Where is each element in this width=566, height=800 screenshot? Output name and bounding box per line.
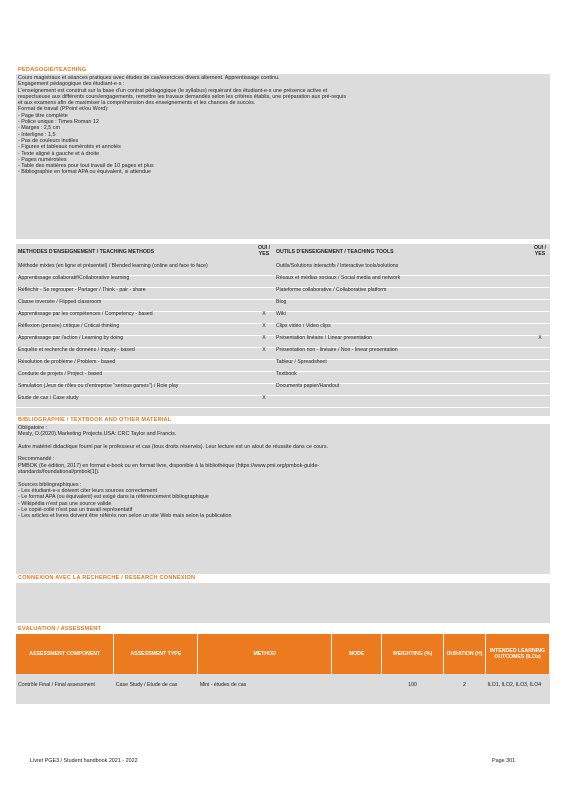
method-label: Résolution de problème / Problem - based <box>16 360 254 372</box>
methods-panel <box>16 244 550 416</box>
tool-label: Résaux et médias sociaux / Social media and network <box>274 276 530 288</box>
method-label: Apprentissage par l'action / Learning by doing <box>16 336 254 348</box>
evaluation-cell-ilos: ILO1, ILO2, ILO3, ILO4 <box>487 682 542 688</box>
method-yes-mark <box>254 372 274 384</box>
tool-yes-mark <box>530 372 550 384</box>
evaluation-table <box>16 634 550 696</box>
tool-label: Présentation linéaire / Linear presentation <box>274 336 530 348</box>
tool-yes-mark <box>530 312 550 324</box>
methods-row <box>16 336 550 348</box>
method-label: Enquête et recherche de données / Inquiry - based <box>16 348 254 360</box>
evaluation-cell-method: Mini - études de cas <box>199 682 247 688</box>
evaluation-cell-component: Contrôle Final / Final assessment <box>18 682 95 688</box>
tool-yes-mark <box>530 396 550 408</box>
evaluation-cell-mode <box>332 674 382 696</box>
bibliography-line: - Wikipédia n'est pas une source valide <box>18 500 112 507</box>
methods-row <box>16 300 550 312</box>
evaluation-cell-weighting: 100 <box>408 682 417 688</box>
evaluation-panel <box>16 634 550 704</box>
method-yes-mark: X <box>254 324 274 336</box>
bibliography-title: BIBLIOGRAPHIE / TEXTBOOK AND OTHER MATERIAL <box>18 417 172 423</box>
evaluation-column-header: ASSESSMENT TYPE <box>114 634 198 674</box>
method-label: Apprentissage par les compétences / Competency - based <box>16 312 254 324</box>
evaluation-column-header: ASSESSMENT COMPONENT <box>16 634 114 674</box>
method-label: Réfléchir - Se regrouper - Partager / Think - pair - share <box>16 288 254 300</box>
bibliography-line: standards/foundational/pmbok[1]). <box>18 469 100 476</box>
bibliography-line: Autre matériel didactique fourni par le professeur et cas (tous droits réservés). Leur lecture est un atout de réussite dans ce cours. <box>18 443 329 450</box>
bibliography-line: Recommandé : <box>18 456 55 463</box>
tool-yes-mark <box>530 276 550 288</box>
method-label: Apprentissage collaboratif/Collaborative learning <box>16 276 254 288</box>
methods-row <box>16 372 550 384</box>
pedagogy-line: Format de travail (PPoint et/ou Word): <box>18 106 109 113</box>
methods-row <box>16 276 550 288</box>
method-yes-mark <box>254 360 274 372</box>
evaluation-column-header: WEIGHTING (%) <box>382 634 444 674</box>
pedagogy-line: et aux examens afin de maximiser la compréhension des enseignements et les chances de succès. <box>18 100 256 107</box>
tool-label: Documents papier/Handout <box>274 384 530 396</box>
method-yes-mark: X <box>254 348 274 360</box>
evaluation-title: EVALUATION / ASSESSMENT <box>18 626 102 632</box>
methods-row <box>16 348 550 360</box>
method-yes-mark <box>254 300 274 312</box>
method-label: Réflexion (pensée) critique / Critical thinking <box>16 324 254 336</box>
methods-row <box>16 312 550 324</box>
pedagogy-line: - Interligne : 1,5 <box>18 131 56 138</box>
pedagogy-line: - Bibliographie en format APA ou équivalent, si attendue <box>18 169 151 176</box>
evaluation-cell-type: Case Study / Etude de cas <box>115 682 178 688</box>
tool-yes-mark <box>530 360 550 372</box>
methods-row <box>16 288 550 300</box>
tool-yes-mark <box>530 300 550 312</box>
pedagogy-line: - Marges : 2,5 cm <box>18 125 60 132</box>
bibliography-line: - Le copié-collé n'est pas un travail représentatif <box>18 506 133 513</box>
pedagogy-line: - Police unique : Times Roman 12 <box>18 119 99 126</box>
pedagogy-line: Cours magistraux et séances pratiques avec études de cas/exercices divers alternent. Apprentissage continu. <box>18 75 280 81</box>
bibliography-text <box>18 425 548 519</box>
evaluation-row <box>16 674 550 696</box>
tool-label: Blog <box>274 300 530 312</box>
research-panel <box>16 583 550 623</box>
methods-row <box>16 396 550 408</box>
pedagogy-title: PEDAGOGIE/TEACHING <box>18 67 87 73</box>
tool-label: Plateforme collaborative / Collaborative platform <box>274 288 530 300</box>
evaluation-column-header: INTENDED LEARNING OUTCOMES (ILOs) <box>485 634 549 674</box>
footer-handbook: Livret PGE3 / Student handbook 2021 - 2022 <box>30 758 138 764</box>
evaluation-column-header: DURATION (H) <box>444 634 486 674</box>
tool-yes-mark <box>530 384 550 396</box>
pedagogy-line: L'enseignement est construit sur la base d'un contrat pédagogique (le syllabus) requérant des étudiant-e-s une présence active et <box>18 87 328 94</box>
bibliography-panel <box>16 424 550 574</box>
method-yes-mark <box>254 384 274 396</box>
tool-label: Outils/Solutions interactifs / Interactive tools/solutions <box>274 264 530 276</box>
method-yes-mark: X <box>254 312 274 324</box>
tools-header: OUTILS D'ENSEIGNEMENT / TEACHING TOOLS <box>276 249 394 255</box>
evaluation-column-header: METHOD <box>198 634 332 674</box>
pedagogy-line: - Page titre complète <box>18 112 68 119</box>
pedagogy-text <box>18 75 548 176</box>
footer-page-number: Page 301 <box>492 758 516 764</box>
bibliography-line: Obligatoire : <box>18 425 48 431</box>
method-label: Conduite de projets / Project - based <box>16 372 254 384</box>
research-title: CONNEXION AVEC LA RECHERCHE / RESEARCH CONNEXION <box>18 575 196 581</box>
methods-row <box>16 264 550 276</box>
method-label: Méthode mixtes (en ligne et présentiel) / Blended learning (online and face to face) <box>16 264 254 276</box>
tool-yes-mark <box>530 348 550 360</box>
tool-label <box>274 396 530 408</box>
pedagogy-panel <box>16 74 550 239</box>
bibliography-line: - Les étudiant-e-s doivent citer leurs sources correctement <box>18 487 158 494</box>
pedagogy-line: - Texte aligné à gauche et à droite <box>18 150 100 157</box>
bibliography-line: - Le format APA (ou équivalent) est exigé dans la référencement bibliographique <box>18 494 209 501</box>
pedagogy-line: - Table des matières pour tout travail de 10 pages et plus <box>18 163 154 170</box>
method-yes-mark <box>254 264 274 276</box>
tool-yes-mark <box>530 324 550 336</box>
tools-yes-header: OUI / YES <box>533 245 547 257</box>
evaluation-column-header: MODE <box>332 634 382 674</box>
method-yes-mark <box>254 288 274 300</box>
tool-yes-mark <box>530 288 550 300</box>
method-yes-mark: X <box>254 336 274 348</box>
evaluation-cell-duration: 2 <box>463 682 466 688</box>
method-yes-mark: X <box>254 396 274 408</box>
methods-header: METHODES D'ENSEIGNEMENT / TEACHING METHODS <box>18 249 155 255</box>
method-label: Simulation (Jeux de rôles ou d'entreprise "serious games") / Role play <box>16 384 254 396</box>
bibliography-line: Sources bibliographiques : <box>18 481 82 488</box>
pedagogy-line: - Pages numérotées <box>18 156 67 163</box>
tool-label: Wiki <box>274 312 530 324</box>
pedagogy-line: - Figures et tableaux numérotés et annotés <box>18 144 121 151</box>
method-yes-mark <box>254 276 274 288</box>
pedagogy-line: - Pas de couleurs inutiles <box>18 137 79 144</box>
methods-yes-header: OUI / YES <box>257 245 271 257</box>
tool-label: Tableur / Spreadsheet <box>274 360 530 372</box>
methods-row <box>16 324 550 336</box>
tool-yes-mark: X <box>530 336 550 348</box>
tool-label: Présentation non - linéaire / Non - linear presentation <box>274 348 530 360</box>
methods-table <box>16 244 550 408</box>
tool-label: Clips vidéo / Video clips <box>274 324 530 336</box>
bibliography-line: - Les articles et livres doivent être référés non selon un site Web mais selon la publication <box>18 513 232 520</box>
method-label: Etude de cas / Case study <box>16 396 254 408</box>
methods-row <box>16 360 550 372</box>
bibliography-line: PMBOK (6e édition, 2017) en format e-book ou en format livre, disponible à la bibliothèque (https://www.pmi.org/pmbok-guide- <box>18 462 320 469</box>
method-label: Classe inversée / Flipped classroom <box>16 300 254 312</box>
tool-yes-mark <box>530 264 550 276</box>
pedagogy-line: respectueuse aux différents cours/engagements, remettre les travaux demandés selon les critères établis, une préparation aux pré-requis <box>18 93 347 100</box>
tool-label: Textbook <box>274 372 530 384</box>
pedagogy-line: Engagement pédagogique des étudiant-e-s : <box>18 81 125 88</box>
bibliography-line: Mesly, O.(2020).Marketing Projects.USA: CRC Taylor and Francis. <box>18 431 177 438</box>
methods-row <box>16 384 550 396</box>
